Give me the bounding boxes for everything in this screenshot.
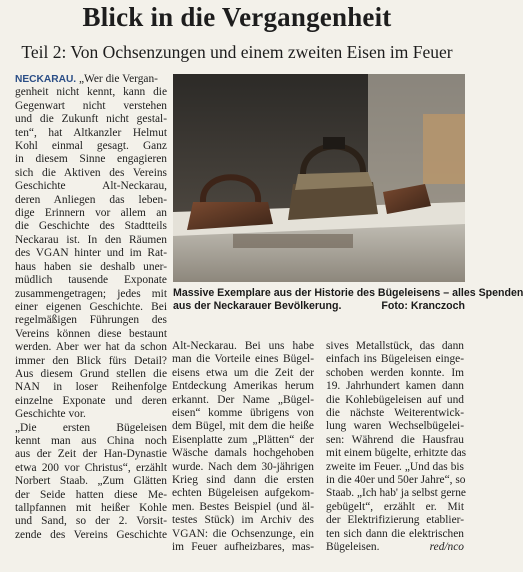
article-line: „Die ersten Bügeleisen (15, 421, 167, 434)
article-line: haus haben sie deshalb uner- (15, 260, 167, 273)
article-column-3 (326, 340, 467, 555)
article-line: 19. Jahrhundert kamen dann (326, 380, 464, 393)
article-line: zende des Vereins Geschichte (15, 528, 167, 541)
article-line: die Geschichte des Stadtteils (15, 220, 167, 233)
article-line: Eisenplatte zum „Plätten“ der (172, 433, 314, 446)
article-line: dige Erinnern vor allem an (15, 207, 167, 220)
article-line: Vereins können diese bestaunt (15, 327, 167, 340)
article-line: Geschichte vor. (15, 408, 86, 421)
article-line: gebügelt“, erzählt er. Mit (326, 500, 464, 513)
headline: Blick in die Vergangenheit (82, 2, 392, 32)
article-line: eisen“ komme übrigens von (172, 407, 314, 420)
article-line: testes Stück) im Archiv des (172, 514, 314, 527)
subheadline: Teil 2: Von Ochsenzungen und einem zweiten Eisen im Feuer (21, 42, 453, 62)
article-column-1 (15, 73, 167, 542)
article-line: werden. Aber wer hat da schon (15, 341, 167, 354)
article-line: Geschichte Alt-Neckarau, (15, 180, 167, 193)
article-line: NAN in loser Reihenfolge (15, 381, 167, 394)
article-line: genheit nicht kennt, kann die (15, 86, 167, 99)
article-line: Norbert Staab. „Zum Glätten (15, 475, 167, 488)
article-line: sives Metallstück, das dann (326, 340, 464, 352)
article-line: lung waren Wechselbügelei- (326, 420, 464, 433)
article-line: etwa 200 vor Christus“, erzählt (15, 461, 167, 474)
caption-text-2: aus der Neckarauer Bevölkerung. (173, 300, 342, 312)
article-line: einzelne Exponate und deren (15, 394, 167, 407)
dateline: NECKARAU. (15, 74, 77, 85)
article-line: Aus diesem Grund stellen die (15, 367, 167, 380)
article-line: sen: Während die Hausfrau (326, 433, 464, 446)
article-line: eisens etwa um die Zeit der (172, 366, 314, 379)
article-line: tallpfannen mit heißer Kohle (15, 502, 167, 514)
article-line: die nächste Weiterentwick- (326, 407, 464, 420)
article-line: Alt-Neckarau. Bei uns habe (172, 340, 314, 352)
article-line: ten“, hat Altkanzler Helmut (15, 126, 167, 139)
article-line: des VGAN hinter und im Rat- (15, 247, 167, 260)
article-line: man die Vorteile eines Bügel- (172, 353, 314, 366)
article-line: echten Bügeleisen aufgekom- (172, 487, 314, 500)
article-column-2 (172, 340, 314, 555)
article-line: einfach ins Bügeleisen einge- (326, 353, 464, 366)
article-line: müdlich tausende Exponate (15, 274, 167, 287)
article-line: aus der Zeit der Han-Dynastie (15, 448, 167, 461)
article-line: einer eigenen Geschichte. Bei (15, 300, 167, 313)
article-line: Staab. „Ich hab' ja selbst gerne (326, 487, 466, 500)
article-line: zusammengetragen; jedes mit (15, 287, 167, 300)
article-line: ten sich dann die elektrischen (326, 527, 464, 540)
article-line: Kohl einmal gesagt. Ganz (15, 140, 167, 153)
article-line: in die 40er und 50er Jahre“, so (326, 474, 466, 487)
article-line: sich die Aktiven des Vereins (15, 166, 167, 179)
article-photo (173, 74, 465, 282)
photo-credit: Foto: Kranczoch (381, 300, 465, 312)
article-line: kennt man aus China noch (15, 434, 167, 447)
article-line: der Seide hatten diese Me- (15, 488, 167, 501)
article-line: erkannt. Der Name „Bügel- (172, 393, 314, 406)
article-line: Wäsche damals hochgehoben (172, 447, 314, 460)
article-line (15, 73, 167, 86)
article-line: Neckarau ist. In den Räumen (15, 233, 167, 246)
article-line: und die Zukunft nicht gestal- (15, 113, 167, 126)
article-line: der Elektrifizierung etablier- (326, 514, 464, 527)
article-line: deren Anliegen das leben- (15, 193, 167, 206)
article-line: dem Bügel, mit dem die heiße (172, 420, 314, 433)
article-line: regelmäßigen Führungen des (15, 314, 167, 327)
caption-text-1: Massive Exemplare aus der Historie des Bügeleisens – alles Spenden (173, 287, 523, 299)
article-line: immer den Blick fürs Detail? (15, 354, 167, 367)
article-line: schoben werden konnte. Im (326, 366, 464, 379)
article-line: zweite im Feuer. „Und das bis (326, 460, 464, 473)
article-line: im Feuer aufheizbares, mas- (172, 541, 314, 554)
article-line: die Kohlebügeleisen auf und (326, 393, 464, 406)
article-line: VGAN: die Ochsenzunge, ein (172, 527, 314, 540)
article-line: mit einem bügelte, erhitzte das (326, 447, 467, 460)
article-line: men. Bestes Beispiel (und äl- (172, 500, 314, 513)
photo-caption (173, 287, 523, 313)
article-line-text: „Wer die Vergan- (76, 73, 158, 85)
article-line: Gegenwart nicht verstehen (15, 99, 167, 112)
article-line: wurde. Nach dem 30-jährigen (172, 460, 314, 473)
article-line: und Sand, so der 2. Vorsit- (15, 515, 167, 528)
author-signature: red/nco (429, 541, 464, 554)
article-line: in diesem Sinne engagieren (15, 153, 167, 166)
article-line: Krieg sind dann die ersten (172, 474, 314, 487)
article-line: Bügeleisen. red/nco (326, 541, 464, 554)
flat-irons-image (173, 74, 465, 282)
article-line: Entdeckung Amerikas herum (172, 380, 314, 393)
